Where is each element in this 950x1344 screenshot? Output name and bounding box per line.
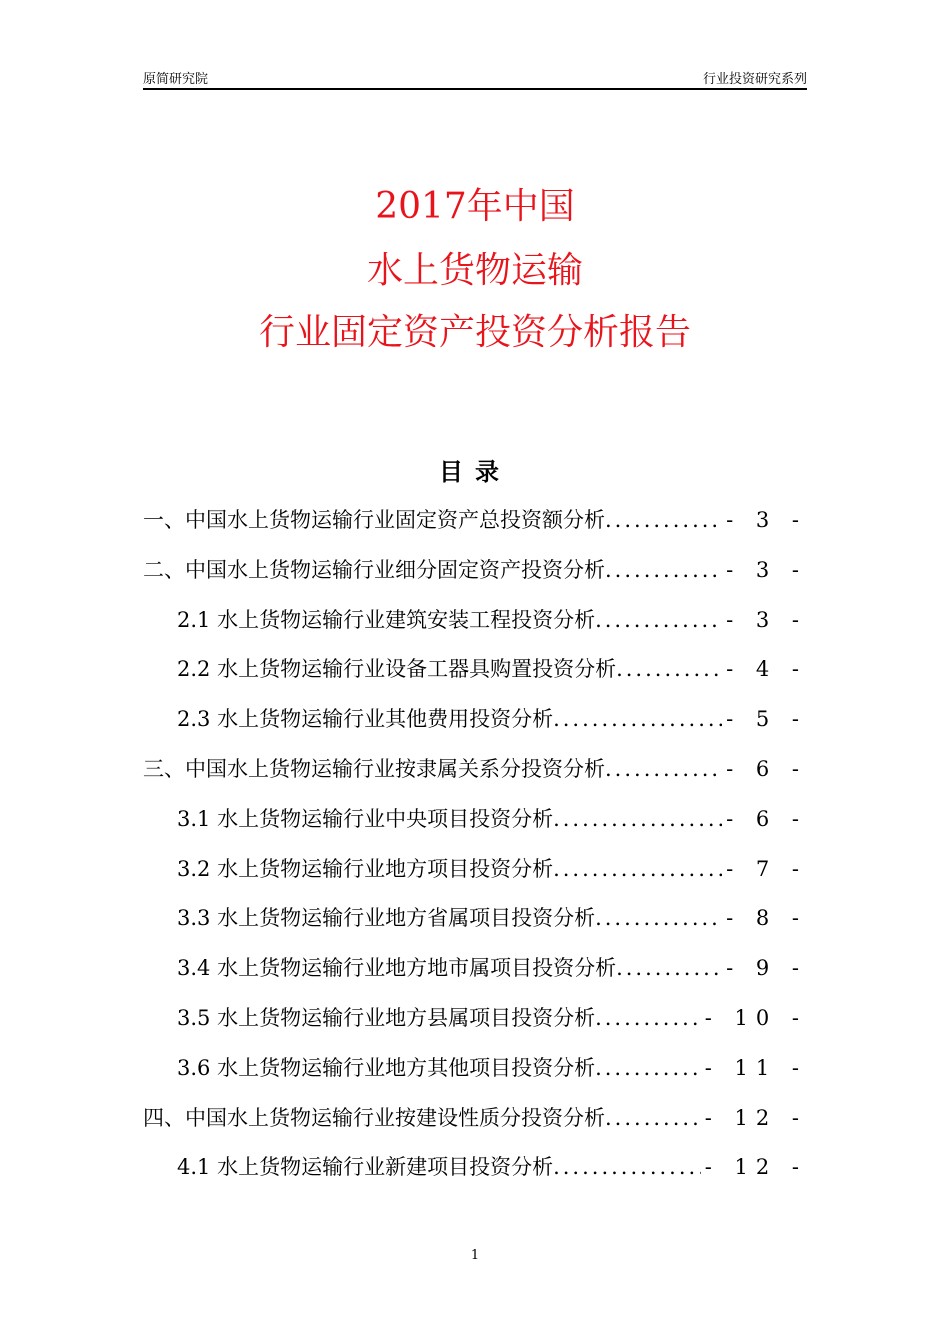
header-org: 原简研究院 xyxy=(143,72,209,87)
toc-dot-leader xyxy=(595,608,722,632)
toc-entry-page: - 6 - xyxy=(726,756,807,781)
toc-entry-page: - 11 - xyxy=(704,1055,807,1080)
report-title-line1: 2017年中国 xyxy=(375,186,575,227)
toc-dot-leader xyxy=(616,657,722,681)
toc-dot-leader xyxy=(595,1006,701,1030)
toc-entry[interactable] xyxy=(143,604,807,654)
toc-entry-title: 3.6 水上货物运输行业地方其他项目投资分析 xyxy=(177,1055,596,1080)
toc-entry-page: - 9 - xyxy=(726,956,807,981)
toc-dot-leader xyxy=(553,707,722,731)
toc-entry[interactable] xyxy=(143,1102,807,1152)
toc-entry[interactable] xyxy=(143,803,807,853)
table-of-contents xyxy=(143,504,807,1201)
toc-entry[interactable] xyxy=(143,504,807,554)
toc-entry[interactable] xyxy=(143,703,807,753)
report-title-line3: 行业固定资产投资分析报告 xyxy=(258,312,691,353)
toc-entry-title: 二、中国水上货物运输行业细分固定资产投资分析 xyxy=(143,557,605,582)
toc-entry-title: 3.1 水上货物运输行业中央项目投资分析 xyxy=(177,806,554,831)
report-title-line2: 水上货物运输 xyxy=(366,250,583,291)
toc-entry-title: 3.3 水上货物运输行业地方省属项目投资分析 xyxy=(177,906,596,931)
toc-entry[interactable] xyxy=(143,554,807,604)
toc-dot-leader xyxy=(605,757,722,781)
toc-entry-page: - 12 - xyxy=(704,1105,807,1130)
toc-entry[interactable] xyxy=(143,1151,807,1201)
toc-dot-leader xyxy=(605,508,722,532)
toc-entry-title: 2.1 水上货物运输行业建筑安装工程投资分析 xyxy=(177,607,596,632)
toc-entry[interactable] xyxy=(143,653,807,703)
toc-entry[interactable] xyxy=(143,1002,807,1052)
page-header xyxy=(143,68,807,90)
toc-dot-leader xyxy=(595,906,722,930)
toc-entry-title: 2.2 水上货物运输行业设备工器具购置投资分析 xyxy=(177,657,617,682)
toc-entry-title: 三、中国水上货物运输行业按隶属关系分投资分析 xyxy=(143,756,605,781)
toc-entry-page: - 12 - xyxy=(704,1155,807,1180)
toc-entry[interactable] xyxy=(143,853,807,903)
toc-entry-title: 2.3 水上货物运输行业其他费用投资分析 xyxy=(177,707,554,732)
toc-entry-title: 3.5 水上货物运输行业地方县属项目投资分析 xyxy=(177,1005,596,1030)
toc-entry-title: 一、中国水上货物运输行业固定资产总投资额分析 xyxy=(143,508,605,532)
header-series: 行业投资研究系列 xyxy=(702,72,807,87)
toc-dot-leader xyxy=(553,857,722,881)
toc-dot-leader xyxy=(605,558,722,582)
toc-entry-page: - 5 - xyxy=(726,707,807,732)
toc-dot-leader xyxy=(616,956,722,980)
toc-entry[interactable] xyxy=(143,952,807,1002)
toc-entry-title: 3.4 水上货物运输行业地方地市属项目投资分析 xyxy=(177,956,617,981)
toc-dot-leader xyxy=(553,807,722,831)
page-number: 1 xyxy=(470,1248,480,1263)
toc-entry-title: 3.2 水上货物运输行业地方项目投资分析 xyxy=(177,856,554,881)
toc-entry-page: - 10 - xyxy=(704,1005,807,1030)
toc-heading: 目录 xyxy=(439,458,511,486)
toc-entry-title: 四、中国水上货物运输行业按建设性质分投资分析 xyxy=(143,1105,605,1130)
toc-dot-leader xyxy=(595,1056,701,1080)
toc-entry-page: - 3 - xyxy=(726,508,807,532)
toc-entry-page: - 4 - xyxy=(726,657,807,682)
toc-dot-leader xyxy=(605,1106,701,1130)
toc-entry[interactable] xyxy=(143,753,807,803)
toc-entry-page: - 6 - xyxy=(726,806,807,831)
toc-entry-title: 4.1 水上货物运输行业新建项目投资分析 xyxy=(177,1155,554,1180)
toc-entry-page: - 7 - xyxy=(726,856,807,881)
toc-entry[interactable] xyxy=(143,1052,807,1102)
toc-entry[interactable] xyxy=(143,902,807,952)
toc-entry-page: - 3 - xyxy=(726,607,807,632)
toc-entry-page: - 8 - xyxy=(726,906,807,931)
toc-dot-leader xyxy=(553,1155,701,1179)
toc-entry-page: - 3 - xyxy=(726,557,807,582)
